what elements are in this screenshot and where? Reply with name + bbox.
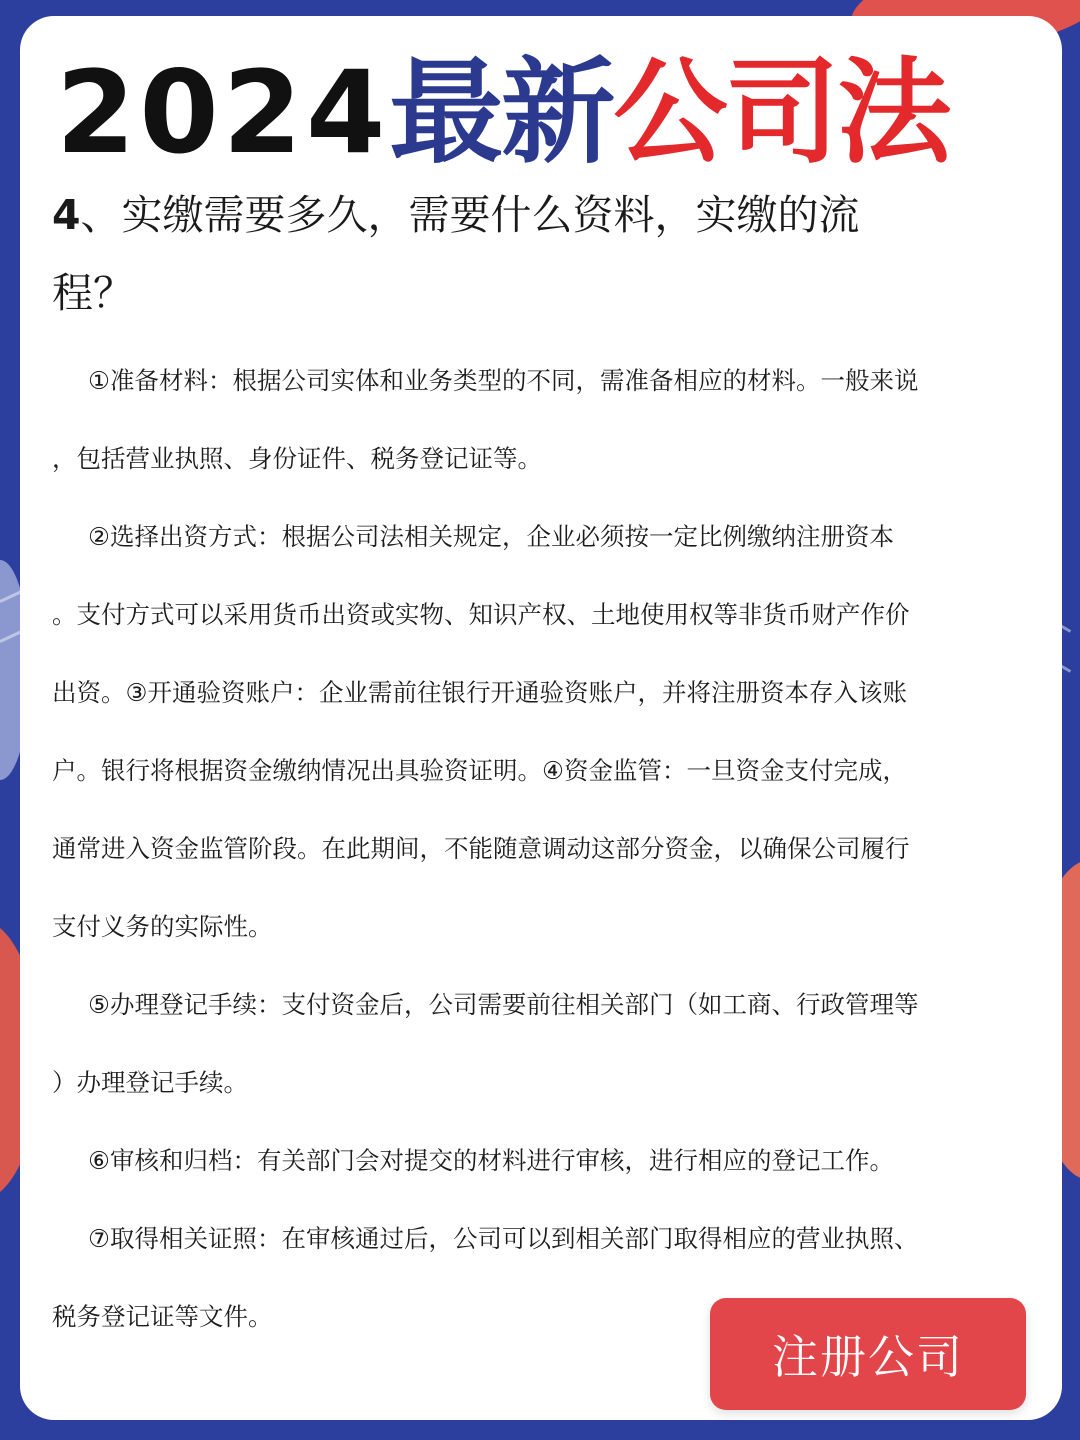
paragraph-line: ①准备材料：根据公司实体和业务类型的不同，需准备相应的材料。一般来说 xyxy=(88,366,919,395)
paragraph-line: ）办理登记手续。 xyxy=(52,1068,248,1097)
paragraph-line: ⑥审核和归档：有关部门会对提交的材料进行审核，进行相应的登记工作。 xyxy=(88,1146,894,1175)
page-title xyxy=(56,48,1016,178)
title-newest: 最新 xyxy=(389,46,614,179)
paragraph-line: 税务登记证等文件。 xyxy=(52,1302,273,1331)
paragraph-review-archive xyxy=(52,1122,1012,1200)
paragraph-line: 出资。③开通验资账户：企业需前往银行开通验资账户，并将注册资本存入该账 xyxy=(52,678,907,707)
paragraph-prepare-materials xyxy=(52,342,1012,498)
paragraph-line: ，包括营业执照、身份证件、税务登记证等。 xyxy=(52,444,542,473)
answer-body xyxy=(52,342,1012,1356)
register-company-button[interactable]: 注册公司 xyxy=(710,1298,1026,1410)
title-company-law: 公司法 xyxy=(613,46,950,179)
question-text-line2: 程？ xyxy=(52,269,134,317)
paragraph-line: ②选择出资方式：根据公司法相关规定，企业必须按一定比例缴纳注册资本 xyxy=(88,522,894,551)
paragraph-line: 户。银行将根据资金缴纳情况出具验资证明。④资金监管：一旦资金支付完成， xyxy=(52,756,907,785)
title-year: 2024 xyxy=(56,46,390,179)
paragraph-line: 。支付方式可以采用货币出资或实物、知识产权、土地使用权等非货币财产作价 xyxy=(52,600,910,629)
paragraph-registration xyxy=(52,966,1012,1122)
question-number: 4 xyxy=(52,191,81,239)
question-heading xyxy=(52,176,982,332)
question-text-line1: 、实缴需要多久，需要什么资料，实缴的流 xyxy=(80,191,860,239)
paragraph-line: ⑦取得相关证照：在审核通过后，公司可以到相关部门取得相应的营业执照、 xyxy=(88,1224,919,1253)
paragraph-capital-contribution xyxy=(52,498,1012,966)
paragraph-line: 通常进入资金监管阶段。在此期间，不能随意调动这部分资金，以确保公司履行 xyxy=(52,834,910,863)
paragraph-line: ⑤办理登记手续：支付资金后，公司需要前往相关部门（如工商、行政管理等 xyxy=(88,990,919,1019)
paragraph-line: 支付义务的实际性。 xyxy=(52,912,273,941)
